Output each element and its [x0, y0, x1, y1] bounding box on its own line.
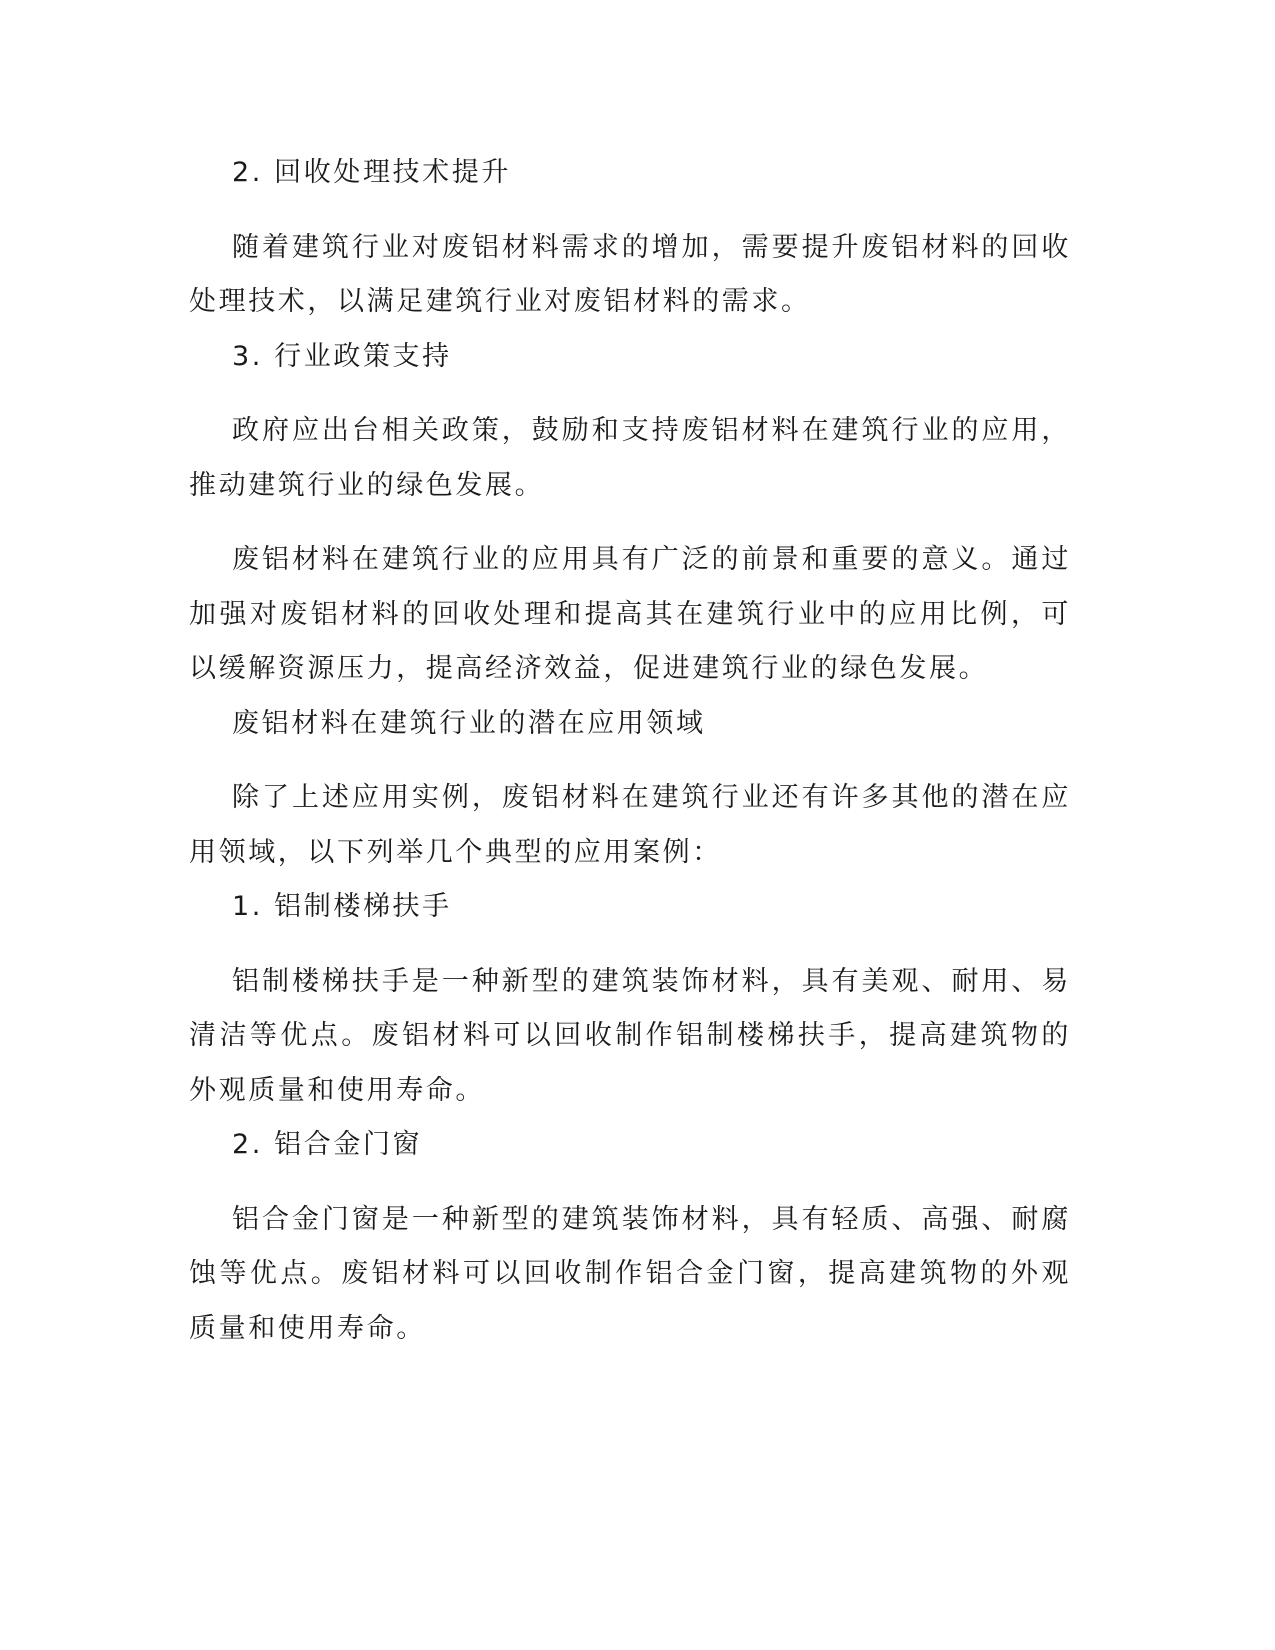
- paragraph-stair-handrail: 铝制楼梯扶手是一种新型的建筑装饰材料，具有美观、耐用、易清洁等优点。废铝材料可以回收制作铝制楼梯扶手，提高建筑物的外观质量和使用寿命。: [189, 965, 1071, 1106]
- paragraph-policy-support: 政府应出台相关政策，鼓励和支持废铝材料在建筑行业的应用，推动建筑行业的绿色发展。: [189, 415, 1071, 501]
- section-heading-policy-support: 3. 行业政策支持: [232, 340, 452, 372]
- section-heading-recycling-tech: 2. 回收处理技术提升: [232, 157, 511, 188]
- paragraph-recycling-tech: 随着建筑行业对废铝材料需求的增加，需要提升废铝材料的回收处理技术，以满足建筑行业对废铝材料的需求。: [189, 231, 1071, 317]
- section-heading-stair-handrail: 1. 铝制楼梯扶手: [232, 891, 452, 922]
- paragraph-summary: 废铝材料在建筑行业的应用具有广泛的前景和重要的意义。通过加强对废铝材料的回收处理和提高其在建筑行业中的应用比例，可以缓解资源压力，提高经济效益，促进建筑行业的绿色发展。: [189, 544, 1071, 684]
- section-heading-potential-applications: 废铝材料在建筑行业的潜在应用领域: [232, 707, 706, 739]
- paragraph-alloy-windows: 铝合金门窗是一种新型的建筑装饰材料，具有轻质、高强、耐腐蚀等优点。废铝材料可以回收制作铝合金门窗，提高建筑物的外观质量和使用寿命。: [189, 1203, 1071, 1344]
- paragraph-potential-applications: 除了上述应用实例，废铝材料在建筑行业还有许多其他的潜在应用领域，以下列举几个典型的应用案例：: [189, 782, 1071, 868]
- section-heading-alloy-windows: 2. 铝合金门窗: [232, 1129, 423, 1160]
- document-body: [189, 146, 1071, 1356]
